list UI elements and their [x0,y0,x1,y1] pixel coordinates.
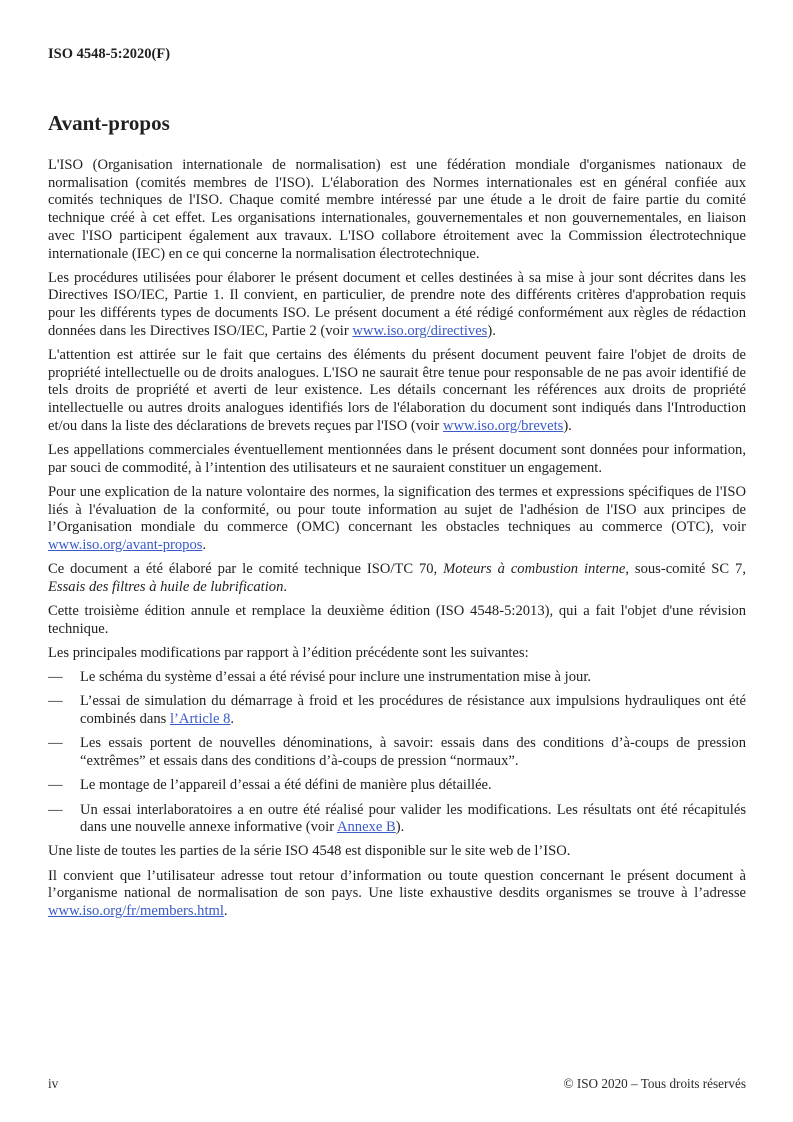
text-run: . [283,578,288,595]
bullet-dash: — [48,693,63,710]
list-item-text [80,802,746,837]
text-run: ). [487,322,496,339]
text-run: . [223,903,228,920]
document-reference: ISO 4548-5:2020(F) [48,46,171,62]
list-item [48,735,746,770]
paragraph [48,442,746,477]
copyright-notice: © ISO 2020 – Tous droits réservés [563,1076,746,1091]
paragraph [48,270,746,341]
text-run: Ce document a été élaboré par le comité technique ISO/TC 70, [48,561,444,578]
paragraph [48,843,746,861]
text-run: ). [395,819,405,836]
text-run: Une liste de toutes les parties de la série ISO 4548 est disponible sur le site web de l’ISO. [48,843,571,860]
list-item-text [80,669,746,687]
paragraph [48,603,746,638]
section-title: Avant-propos [48,111,170,135]
list-item-text [80,777,746,795]
hyperlink[interactable]: Annexe B [336,819,396,836]
hyperlink[interactable]: www.iso.org/brevets [442,417,564,434]
text-run: Les principales modifications par rapport à l’édition précédente sont les suivantes: [48,645,529,662]
list-item-text [80,735,746,770]
text-run: Pour une explication de la nature volontaire des normes, la signification des termes et expressions spécifiques de l'ISO liés à l'évaluation de la conformité, ou pour toute information au sujet de l'adhésion de l'ISO aux principes de l’Organisation mondiale du commerce (OMC) concernant les obstacles techniques au commerce (OTC), voir [48,483,746,536]
page-footer [48,1076,746,1092]
text-run: ). [563,417,572,434]
text-run: . [230,711,235,728]
text-run: Le schéma du système d’essai a été révisé pour inclure une instrumentation mise à jour. [80,669,592,686]
bullet-dash: — [48,669,63,686]
text-run: Il convient que l’utilisateur adresse tout retour d’information ou toute question concernant le présent document à l’organisme national de normalisation de son pays. Une liste exhaustive desdits organismes se trouve à l’adresse [48,867,746,902]
page-header [48,45,746,63]
hyperlink[interactable]: l’Article 8 [169,711,231,728]
text-run: Les procédures utilisées pour élaborer le présent document et celles destinées à sa mise à jour sont décrites dans les Directives ISO/IEC, Partie 1. Il convient, en particulier, de prendre note des différents critères d'approbation requis pour les différents types de documents ISO. Le présent document a été rédigé conformément aux règles de rédaction données dans les Directives ISO/IEC, Partie 2 (voir [48,269,746,339]
bullet-dash: — [48,801,63,818]
text-run: L’essai de simulation du démarrage à froid et les procédures de résistance aux impulsions hydrauliques ont été combinés dans [80,693,746,728]
hyperlink[interactable]: www​.iso.org/directives [352,322,488,339]
list-item [48,669,746,687]
bullet-dash: — [48,735,63,752]
paragraph [48,561,746,596]
text-run: Le montage de l’appareil d’essai a été défini de manière plus détaillée. [80,777,492,794]
list-item-text [80,693,746,728]
text-run: , sous-comité SC 7, [625,561,746,578]
list-item [48,777,746,795]
hyperlink[interactable]: www.iso.org/fr/members.html [48,903,224,920]
text-run: . [202,537,207,554]
italic-text: Essais des filtres à huile de lubrification [48,578,284,595]
list-item [48,802,746,837]
paragraph [48,347,746,436]
paragraph [48,645,746,663]
list-item [48,693,746,728]
bullet-dash: — [48,777,63,794]
text-run: L'ISO (Organisation internationale de normalisation) est une fédération mondiale d'organismes nationaux de normalisation (comités membres de l'ISO). L'élaboration des Normes internationales est en général confiée aux comités techniques de l'ISO. Chaque comité membre intéressé par une étude a le droit de faire partie du comité technique créé à cet effet. Les organisations internationales, gouvernementales et non gouvernementales, en liaison avec l'ISO participent également aux travaux. L'ISO collabore étroitement avec la Commission électrotechnique internationale (IEC) en ce qui concerne la normalisation électrotechnique. [48,157,746,262]
text-run: Les essais portent de nouvelles dénominations, à savoir: essais dans des conditions d’à-coups de pression “extrêmes” et essais dans des conditions d’à-coups de pression “normaux”. [80,735,746,770]
paragraph [48,484,746,555]
text-run: L'attention est attirée sur le fait que certains des éléments du présent document peuvent faire l'objet de droits de propriété intellectuelle ou de droits analogues. L'ISO ne saurait être tenue pour responsable de ne pas avoir identifié de tels droits de propriété et averti de leur existence. Les détails concernant les références aux droits de propriété intellectuelle ou autres droits analogues identifiés lors de l'élaboration du document sont indiqués dans l'Introduction et/ou dans la liste des déclarations de brevets reçues par l'ISO (voir [48,347,746,434]
paragraph [48,868,746,921]
text-run: Les appellations commerciales éventuellement mentionnées dans le présent document sont données pour information, par souci de commodité, à l’intention des utilisateurs et ne sauraient constituer un engagement. [48,442,746,476]
text-run: Cette troisième édition annule et remplace la deuxième édition (ISO 4548-5:2013), qui a fait l'objet d'une révision technique. [48,603,746,637]
hyperlink[interactable]: www.iso.org/avant-propos [48,537,203,554]
italic-text: Moteurs à combustion interne [443,561,626,578]
document-body [48,157,746,921]
text-run: Un essai interlaboratoires a en outre été réalisé pour valider les modifications. Les résultats ont été récapitulés dans une nouvelle annexe informative (voir [80,801,746,836]
paragraph [48,157,746,263]
page-number: iv [48,1076,59,1091]
